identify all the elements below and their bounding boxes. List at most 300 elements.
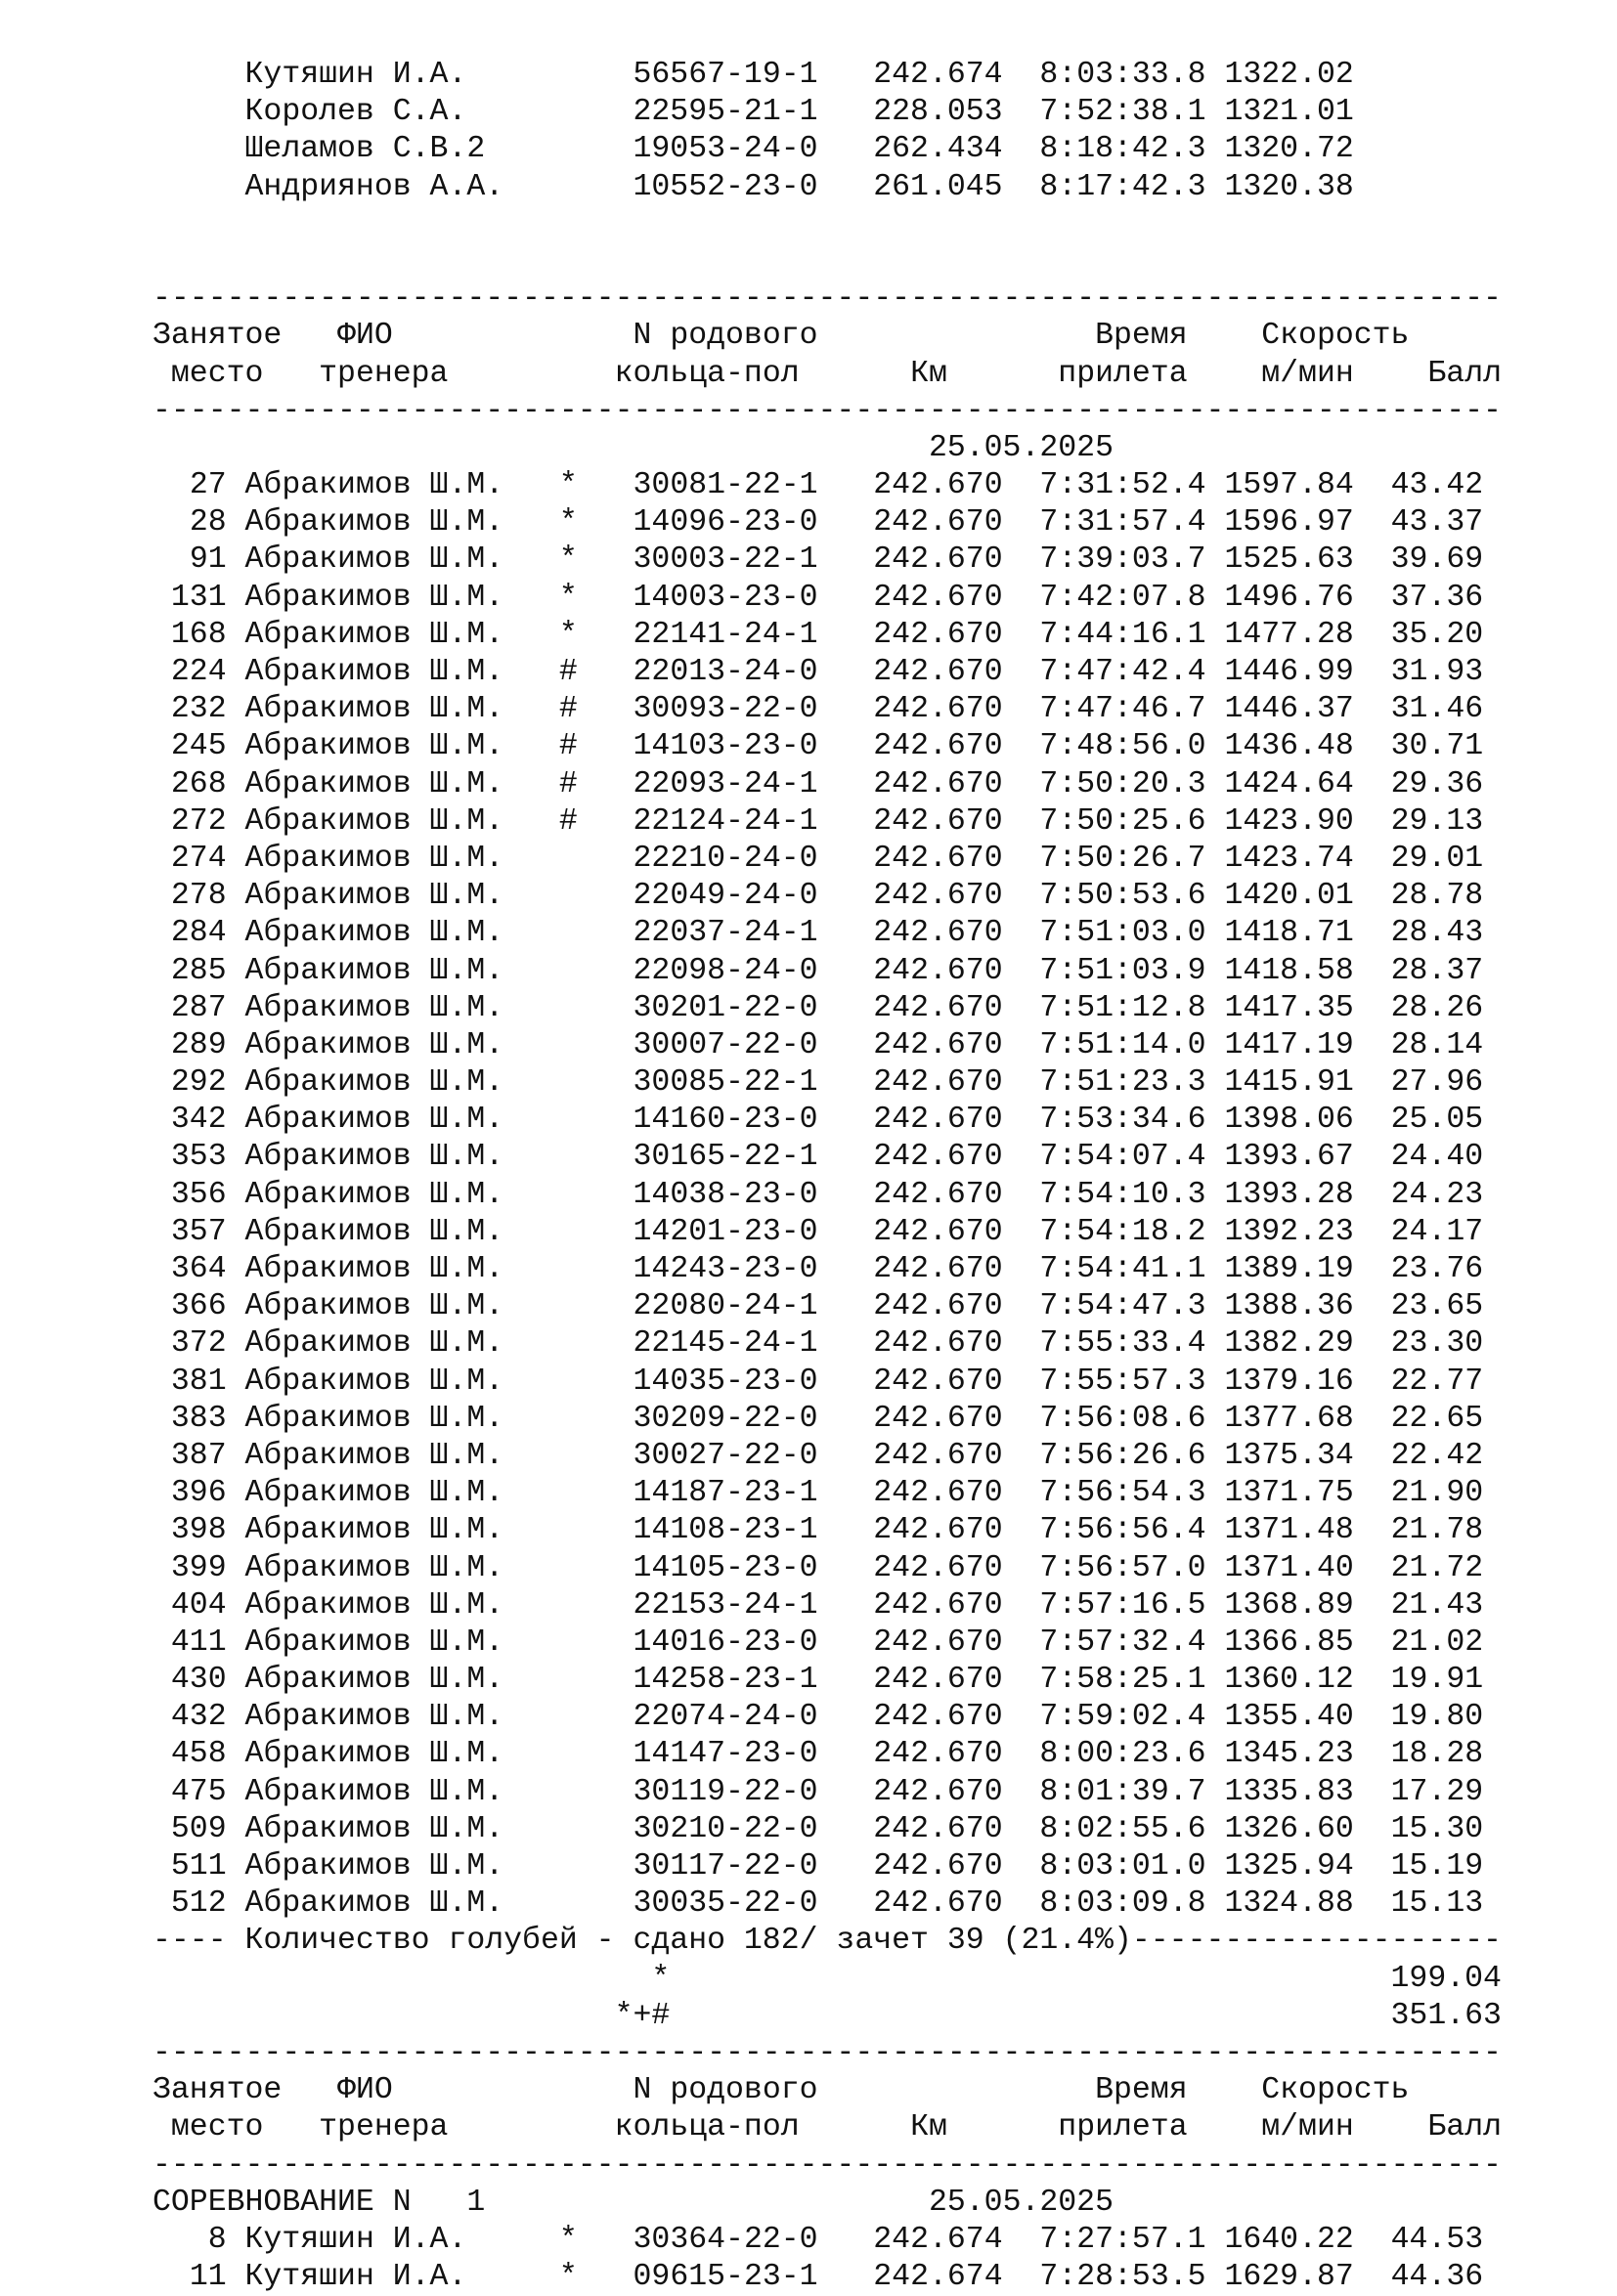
trainer-name: Абракимов Ш.М. [244,1401,504,1436]
race-date: 25.05.2025 [928,430,1114,465]
distance-km: 242.670 [873,468,1003,503]
arrival-time: 7:54:10.3 [1039,1177,1206,1212]
result-row [153,617,1502,654]
trainer-name: Абракимов Ш.М. [244,1177,504,1212]
header-speed: Скорость [1261,2073,1410,2108]
place-number: 356 [170,1177,227,1212]
distance-km: 242.670 [873,1774,1003,1809]
place-number: 245 [170,729,227,764]
points-value: 28.37 [1390,953,1484,988]
arrival-time: 7:59:02.4 [1039,1700,1206,1735]
arrival-time: 7:51:03.9 [1039,953,1206,988]
arrival-time: 7:52:38.1 [1039,95,1206,130]
speed-value: 1375.34 [1224,1438,1354,1473]
section2-rule-top: ------------------------------------------------------------------------- [153,2035,1502,2070]
result-row [153,1811,1502,1848]
header-ring: кольца-пол [614,2110,800,2145]
result-row [153,1512,1502,1549]
place-number: 458 [170,1737,227,1772]
speed-value: 1320.72 [1224,132,1354,167]
subtotal-label: *+# [614,1998,671,2033]
speed-value: 1366.85 [1224,1625,1354,1660]
ring-number: 30081-22-1 [633,468,818,503]
header-fio: ФИО [337,2073,393,2108]
competition-label: СОРЕВНОВАНИЕ N 1 [153,2185,486,2220]
ring-number: 22141-24-1 [633,617,818,652]
speed-value: 1388.36 [1224,1289,1354,1324]
trainer-name: Абракимов Ш.М. [244,841,504,876]
speed-value: 1629.87 [1224,2260,1354,2295]
place-number: 512 [170,1886,227,1922]
ring-number: 14201-23-0 [633,1214,818,1249]
section1-summary-line: ---- Количество голубей - сдано 182/ зачет 39 (21.4%)-------------------- [153,1924,1502,1959]
place-number: 224 [170,655,227,689]
speed-value: 1379.16 [1224,1364,1354,1399]
arrival-time: 7:27:57.1 [1039,2222,1206,2257]
trainer-name: Кутяшин И.А. [244,2222,467,2257]
trainer-name: Кутяшин И.А. [244,58,467,92]
speed-value: 1398.06 [1224,1103,1354,1138]
place-number: 91 [189,542,227,578]
distance-km: 242.674 [873,2260,1003,2295]
ring-number: 30210-22-0 [633,1811,818,1846]
place-number: 404 [170,1587,227,1623]
arrival-time: 7:55:33.4 [1039,1326,1206,1362]
place-number: 357 [170,1214,227,1249]
result-row [153,1139,1502,1176]
place-number: 28 [189,505,227,541]
ring-number: 30119-22-0 [633,1774,818,1809]
ring-number: 14003-23-0 [633,580,818,615]
trainer-name: Андриянов А.А. [244,169,504,204]
ring-number: 22080-24-1 [633,1289,818,1324]
mark-symbol: # [558,655,578,689]
trainer-name: Абракимов Ш.М. [244,1513,504,1548]
place-number: 364 [170,1252,227,1286]
pigeon-count-summary: Количество голубей - сдано 182/ зачет 39 (21.4%) [244,1924,1132,1959]
arrival-time: 8:03:09.8 [1039,1886,1206,1922]
arrival-time: 7:56:54.3 [1039,1476,1206,1511]
arrival-time: 7:39:03.7 [1039,542,1206,578]
arrival-time: 7:54:18.2 [1039,1214,1206,1249]
arrival-time: 7:57:32.4 [1039,1625,1206,1660]
result-row [153,1625,1502,1662]
section2-header-line-2 [153,2109,1502,2146]
speed-value: 1368.89 [1224,1587,1354,1623]
distance-km: 242.670 [873,766,1003,801]
arrival-time: 7:56:26.6 [1039,1438,1206,1473]
ring-number: 14187-23-1 [633,1476,818,1511]
place-number: 511 [170,1849,227,1884]
distance-km: 242.674 [873,58,1003,92]
speed-value: 1326.60 [1224,1811,1354,1846]
result-row [153,1288,1502,1325]
trainer-name: Абракимов Ш.М. [244,1289,504,1324]
trainer-name: Абракимов Ш.М. [244,1700,504,1735]
result-row [153,1027,1502,1064]
speed-value: 1371.75 [1224,1476,1354,1511]
distance-km: 242.670 [873,1438,1003,1473]
section2-rule-bottom: ------------------------------------------------------------------------- [153,2147,1502,2183]
speed-value: 1525.63 [1224,542,1354,578]
speed-value: 1418.71 [1224,916,1354,951]
distance-km: 242.670 [873,729,1003,764]
points-value: 30.71 [1390,729,1484,764]
speed-value: 1389.19 [1224,1252,1354,1286]
trainer-name: Абракимов Ш.М. [244,766,504,801]
result-row [153,542,1502,579]
header-ring: кольца-пол [614,356,800,391]
mark-symbol: # [558,729,578,764]
result-row [153,1214,1502,1251]
points-value: 15.30 [1390,1811,1484,1846]
points-value: 25.05 [1390,1103,1484,1138]
place-number: 475 [170,1774,227,1809]
speed-value: 1446.99 [1224,655,1354,689]
place-number: 284 [170,916,227,951]
result-row [153,1364,1502,1401]
distance-km: 242.670 [873,1326,1003,1362]
arrival-time: 7:42:07.8 [1039,580,1206,615]
result-row [153,1325,1502,1363]
distance-km: 242.670 [873,1177,1003,1212]
ring-number: 14038-23-0 [633,1177,818,1212]
result-row [153,1550,1502,1587]
trainer-name: Абракимов Ш.М. [244,468,504,503]
header-time: Время [1095,2073,1188,2108]
header-fio: тренера [319,356,449,391]
distance-km: 242.670 [873,1252,1003,1286]
points-value: 28.78 [1390,879,1484,914]
arrival-time: 7:56:57.0 [1039,1550,1206,1585]
blank-line [153,206,1502,243]
result-row [153,504,1502,542]
place-number: 396 [170,1476,227,1511]
distance-km: 242.670 [873,1811,1003,1846]
arrival-time: 7:51:14.0 [1039,1027,1206,1062]
speed-value: 1392.23 [1224,1214,1354,1249]
distance-km: 242.670 [873,916,1003,951]
arrival-time: 7:44:16.1 [1039,617,1206,652]
distance-km: 242.670 [873,1401,1003,1436]
result-row [153,841,1502,878]
points-value: 23.76 [1390,1252,1484,1286]
result-row [153,1251,1502,1288]
result-row [153,766,1502,803]
section1-date-line [153,430,1502,467]
arrival-time: 7:50:25.6 [1039,803,1206,839]
ring-number: 14016-23-0 [633,1625,818,1660]
result-row [153,1885,1502,1923]
distance-km: 242.670 [873,1140,1003,1175]
trainer-name: Абракимов Ш.М. [244,1140,504,1175]
speed-value: 1446.37 [1224,692,1354,727]
distance-km: 242.670 [873,692,1003,727]
result-row [153,953,1502,990]
arrival-time: 7:28:53.5 [1039,2260,1206,2295]
trainer-name: Абракимов Ш.М. [244,542,504,578]
points-value: 19.80 [1390,1700,1484,1735]
result-row [153,990,1502,1027]
place-number: 366 [170,1289,227,1324]
ring-number: 14243-23-0 [633,1252,818,1286]
ring-number: 14160-23-0 [633,1103,818,1138]
trainer-name: Абракимов Ш.М. [244,1811,504,1846]
points-value: 21.72 [1390,1550,1484,1585]
arrival-time: 7:53:34.6 [1039,1103,1206,1138]
arrival-time: 7:50:26.7 [1039,841,1206,876]
speed-value: 1423.90 [1224,803,1354,839]
header-ring: N родового [633,319,818,354]
trainer-name: Абракимов Ш.М. [244,655,504,689]
ring-number: 30093-22-0 [633,692,818,727]
place-number: 289 [170,1027,227,1062]
trainer-name: Абракимов Ш.М. [244,916,504,951]
ring-number: 30117-22-0 [633,1849,818,1884]
trainer-name: Абракимов Ш.М. [244,1476,504,1511]
ring-number: 30027-22-0 [633,1438,818,1473]
place-number: 353 [170,1140,227,1175]
ring-number: 22093-24-1 [633,766,818,801]
header-place: место [170,2110,264,2145]
result-row [153,803,1502,841]
speed-value: 1371.40 [1224,1550,1354,1585]
distance-km: 242.670 [873,879,1003,914]
distance-km: 242.670 [873,1587,1003,1623]
points-value: 24.23 [1390,1177,1484,1212]
trainer-name: Королев С.А. [244,95,467,130]
subtotal-value: 351.63 [1390,1998,1502,2033]
ring-number: 14258-23-1 [633,1663,818,1698]
distance-km: 242.670 [873,1065,1003,1101]
place-number: 381 [170,1364,227,1399]
place-number: 383 [170,1401,227,1436]
result-row [153,1848,1502,1885]
result-row [153,1102,1502,1139]
place-number: 342 [170,1103,227,1138]
arrival-time: 7:31:57.4 [1039,505,1206,541]
result-row [153,580,1502,617]
place-number: 27 [189,468,227,503]
ring-number: 14103-23-0 [633,729,818,764]
section2-header-line-1 [153,2072,1502,2109]
points-value: 24.17 [1390,1214,1484,1249]
mark-symbol: * [558,617,578,652]
speed-value: 1596.97 [1224,505,1354,541]
section1-header-line-2 [153,356,1502,393]
distance-km: 242.670 [873,617,1003,652]
speed-value: 1345.23 [1224,1737,1354,1772]
header-fio: ФИО [337,319,393,354]
speed-value: 1393.28 [1224,1177,1354,1212]
speed-value: 1418.58 [1224,953,1354,988]
result-row [153,1587,1502,1625]
ring-number: 14096-23-0 [633,505,818,541]
distance-km: 242.670 [873,1476,1003,1511]
place-number: 411 [170,1625,227,1660]
arrival-time: 8:01:39.7 [1039,1774,1206,1809]
place-number: 131 [170,580,227,615]
trainer-name: Абракимов Ш.М. [244,1774,504,1809]
distance-km: 242.670 [873,1886,1003,1922]
header-place: Занятое [153,319,283,354]
distance-km: 242.670 [873,1103,1003,1138]
mark-symbol: # [558,803,578,839]
points-value: 23.30 [1390,1326,1484,1362]
arrival-time: 8:02:55.6 [1039,1811,1206,1846]
trainer-name: Абракимов Ш.М. [244,505,504,541]
ring-number: 30035-22-0 [633,1886,818,1922]
trainer-name: Абракимов Ш.М. [244,1438,504,1473]
header-speed: Скорость [1261,319,1410,354]
ring-number: 22145-24-1 [633,1326,818,1362]
place-number: 278 [170,879,227,914]
trainer-name: Абракимов Ш.М. [244,879,504,914]
speed-value: 1597.84 [1224,468,1354,503]
trainer-name: Абракимов Ш.М. [244,1663,504,1698]
section1-rule-bottom: ------------------------------------------------------------------------- [153,393,1502,428]
distance-km: 228.053 [873,95,1003,130]
trainer-name: Абракимов Ш.М. [244,1103,504,1138]
points-value: 39.69 [1390,542,1484,578]
points-value: 19.91 [1390,1663,1484,1698]
distance-km: 242.670 [873,580,1003,615]
place-number: 387 [170,1438,227,1473]
ring-number: 30201-22-0 [633,990,818,1025]
result-row [153,2259,1502,2296]
points-value: 24.40 [1390,1140,1484,1175]
distance-km: 242.670 [873,1289,1003,1324]
arrival-time: 7:54:47.3 [1039,1289,1206,1324]
result-row [153,467,1502,504]
section1-subtotal-line [153,1961,1502,1998]
header-fio: тренера [319,2110,449,2145]
result-row [153,1774,1502,1811]
arrival-time: 8:18:42.3 [1039,132,1206,167]
result-row [153,728,1502,765]
header-points: Балл [1427,356,1503,391]
arrival-time: 8:00:23.6 [1039,1737,1206,1772]
result-row [153,1438,1502,1475]
mark-symbol: # [558,766,578,801]
speed-value: 1360.12 [1224,1663,1354,1698]
trainer-name: Абракимов Ш.М. [244,1550,504,1585]
distance-km: 242.670 [873,1364,1003,1399]
mark-symbol: * [558,468,578,503]
ring-number: 22049-24-0 [633,879,818,914]
distance-km: 242.670 [873,542,1003,578]
arrival-time: 7:47:42.4 [1039,655,1206,689]
arrival-time: 7:58:25.1 [1039,1663,1206,1698]
points-value: 35.20 [1390,617,1484,652]
trainer-name: Абракимов Ш.М. [244,1587,504,1623]
speed-value: 1415.91 [1224,1065,1354,1101]
distance-km: 242.670 [873,1513,1003,1548]
ring-number: 14105-23-0 [633,1550,818,1585]
arrival-time: 7:51:03.0 [1039,916,1206,951]
trainer-name: Кутяшин И.А. [244,2260,467,2295]
race-results-printout [153,57,1502,2296]
trainer-name: Абракимов Ш.М. [244,1625,504,1660]
result-row [153,1736,1502,1773]
top-result-row [153,131,1502,168]
distance-km: 242.670 [873,1214,1003,1249]
points-value: 29.36 [1390,766,1484,801]
speed-value: 1382.29 [1224,1326,1354,1362]
points-value: 22.77 [1390,1364,1484,1399]
arrival-time: 7:56:56.4 [1039,1513,1206,1548]
place-number: 285 [170,953,227,988]
arrival-time: 7:50:20.3 [1039,766,1206,801]
points-value: 27.96 [1390,1065,1484,1101]
trainer-name: Абракимов Ш.М. [244,1364,504,1399]
subtotal-value: 199.04 [1390,1961,1502,1996]
header-speed: м/мин [1261,356,1354,391]
trainer-name: Абракимов Ш.М. [244,1027,504,1062]
trainer-name: Абракимов Ш.М. [244,1326,504,1362]
mark-symbol: * [558,2260,578,2295]
place-number: 398 [170,1513,227,1548]
result-row [153,878,1502,915]
distance-km: 242.670 [873,655,1003,689]
trainer-name: Абракимов Ш.М. [244,953,504,988]
blank-line [153,243,1502,281]
ring-number: 30007-22-0 [633,1027,818,1062]
ring-number: 30003-22-1 [633,542,818,578]
result-row [153,691,1502,728]
ring-number: 10552-23-0 [633,169,818,204]
points-value: 28.14 [1390,1027,1484,1062]
trainer-name: Абракимов Ш.М. [244,580,504,615]
place-number: 11 [189,2260,227,2295]
trainer-name: Абракимов Ш.М. [244,692,504,727]
distance-km: 242.670 [873,990,1003,1025]
points-value: 17.29 [1390,1774,1484,1809]
ring-number: 30364-22-0 [633,2222,818,2257]
speed-value: 1321.01 [1224,95,1354,130]
ring-number: 30165-22-1 [633,1140,818,1175]
mark-symbol: * [558,542,578,578]
ring-number: 22153-24-1 [633,1587,818,1623]
place-number: 272 [170,803,227,839]
place-number: 399 [170,1550,227,1585]
points-value: 21.78 [1390,1513,1484,1548]
place-number: 168 [170,617,227,652]
points-value: 31.93 [1390,655,1484,689]
distance-km: 242.670 [873,505,1003,541]
ring-number: 30085-22-1 [633,1065,818,1101]
speed-value: 1640.22 [1224,2222,1354,2257]
top-result-row [153,94,1502,131]
points-value: 44.53 [1390,2222,1484,2257]
result-row [153,1699,1502,1736]
points-value: 21.02 [1390,1625,1484,1660]
points-value: 29.13 [1390,803,1484,839]
mark-symbol: * [558,505,578,541]
trainer-name: Абракимов Ш.М. [244,1886,504,1922]
arrival-time: 7:55:57.3 [1039,1364,1206,1399]
arrival-time: 7:56:08.6 [1039,1401,1206,1436]
trainer-name: Абракимов Ш.М. [244,990,504,1025]
speed-value: 1325.94 [1224,1849,1354,1884]
speed-value: 1423.74 [1224,841,1354,876]
points-value: 29.01 [1390,841,1484,876]
mark-symbol: * [558,580,578,615]
trainer-name: Абракимов Ш.М. [244,803,504,839]
top-result-row [153,169,1502,206]
points-value: 22.42 [1390,1438,1484,1473]
distance-km: 242.670 [873,1625,1003,1660]
